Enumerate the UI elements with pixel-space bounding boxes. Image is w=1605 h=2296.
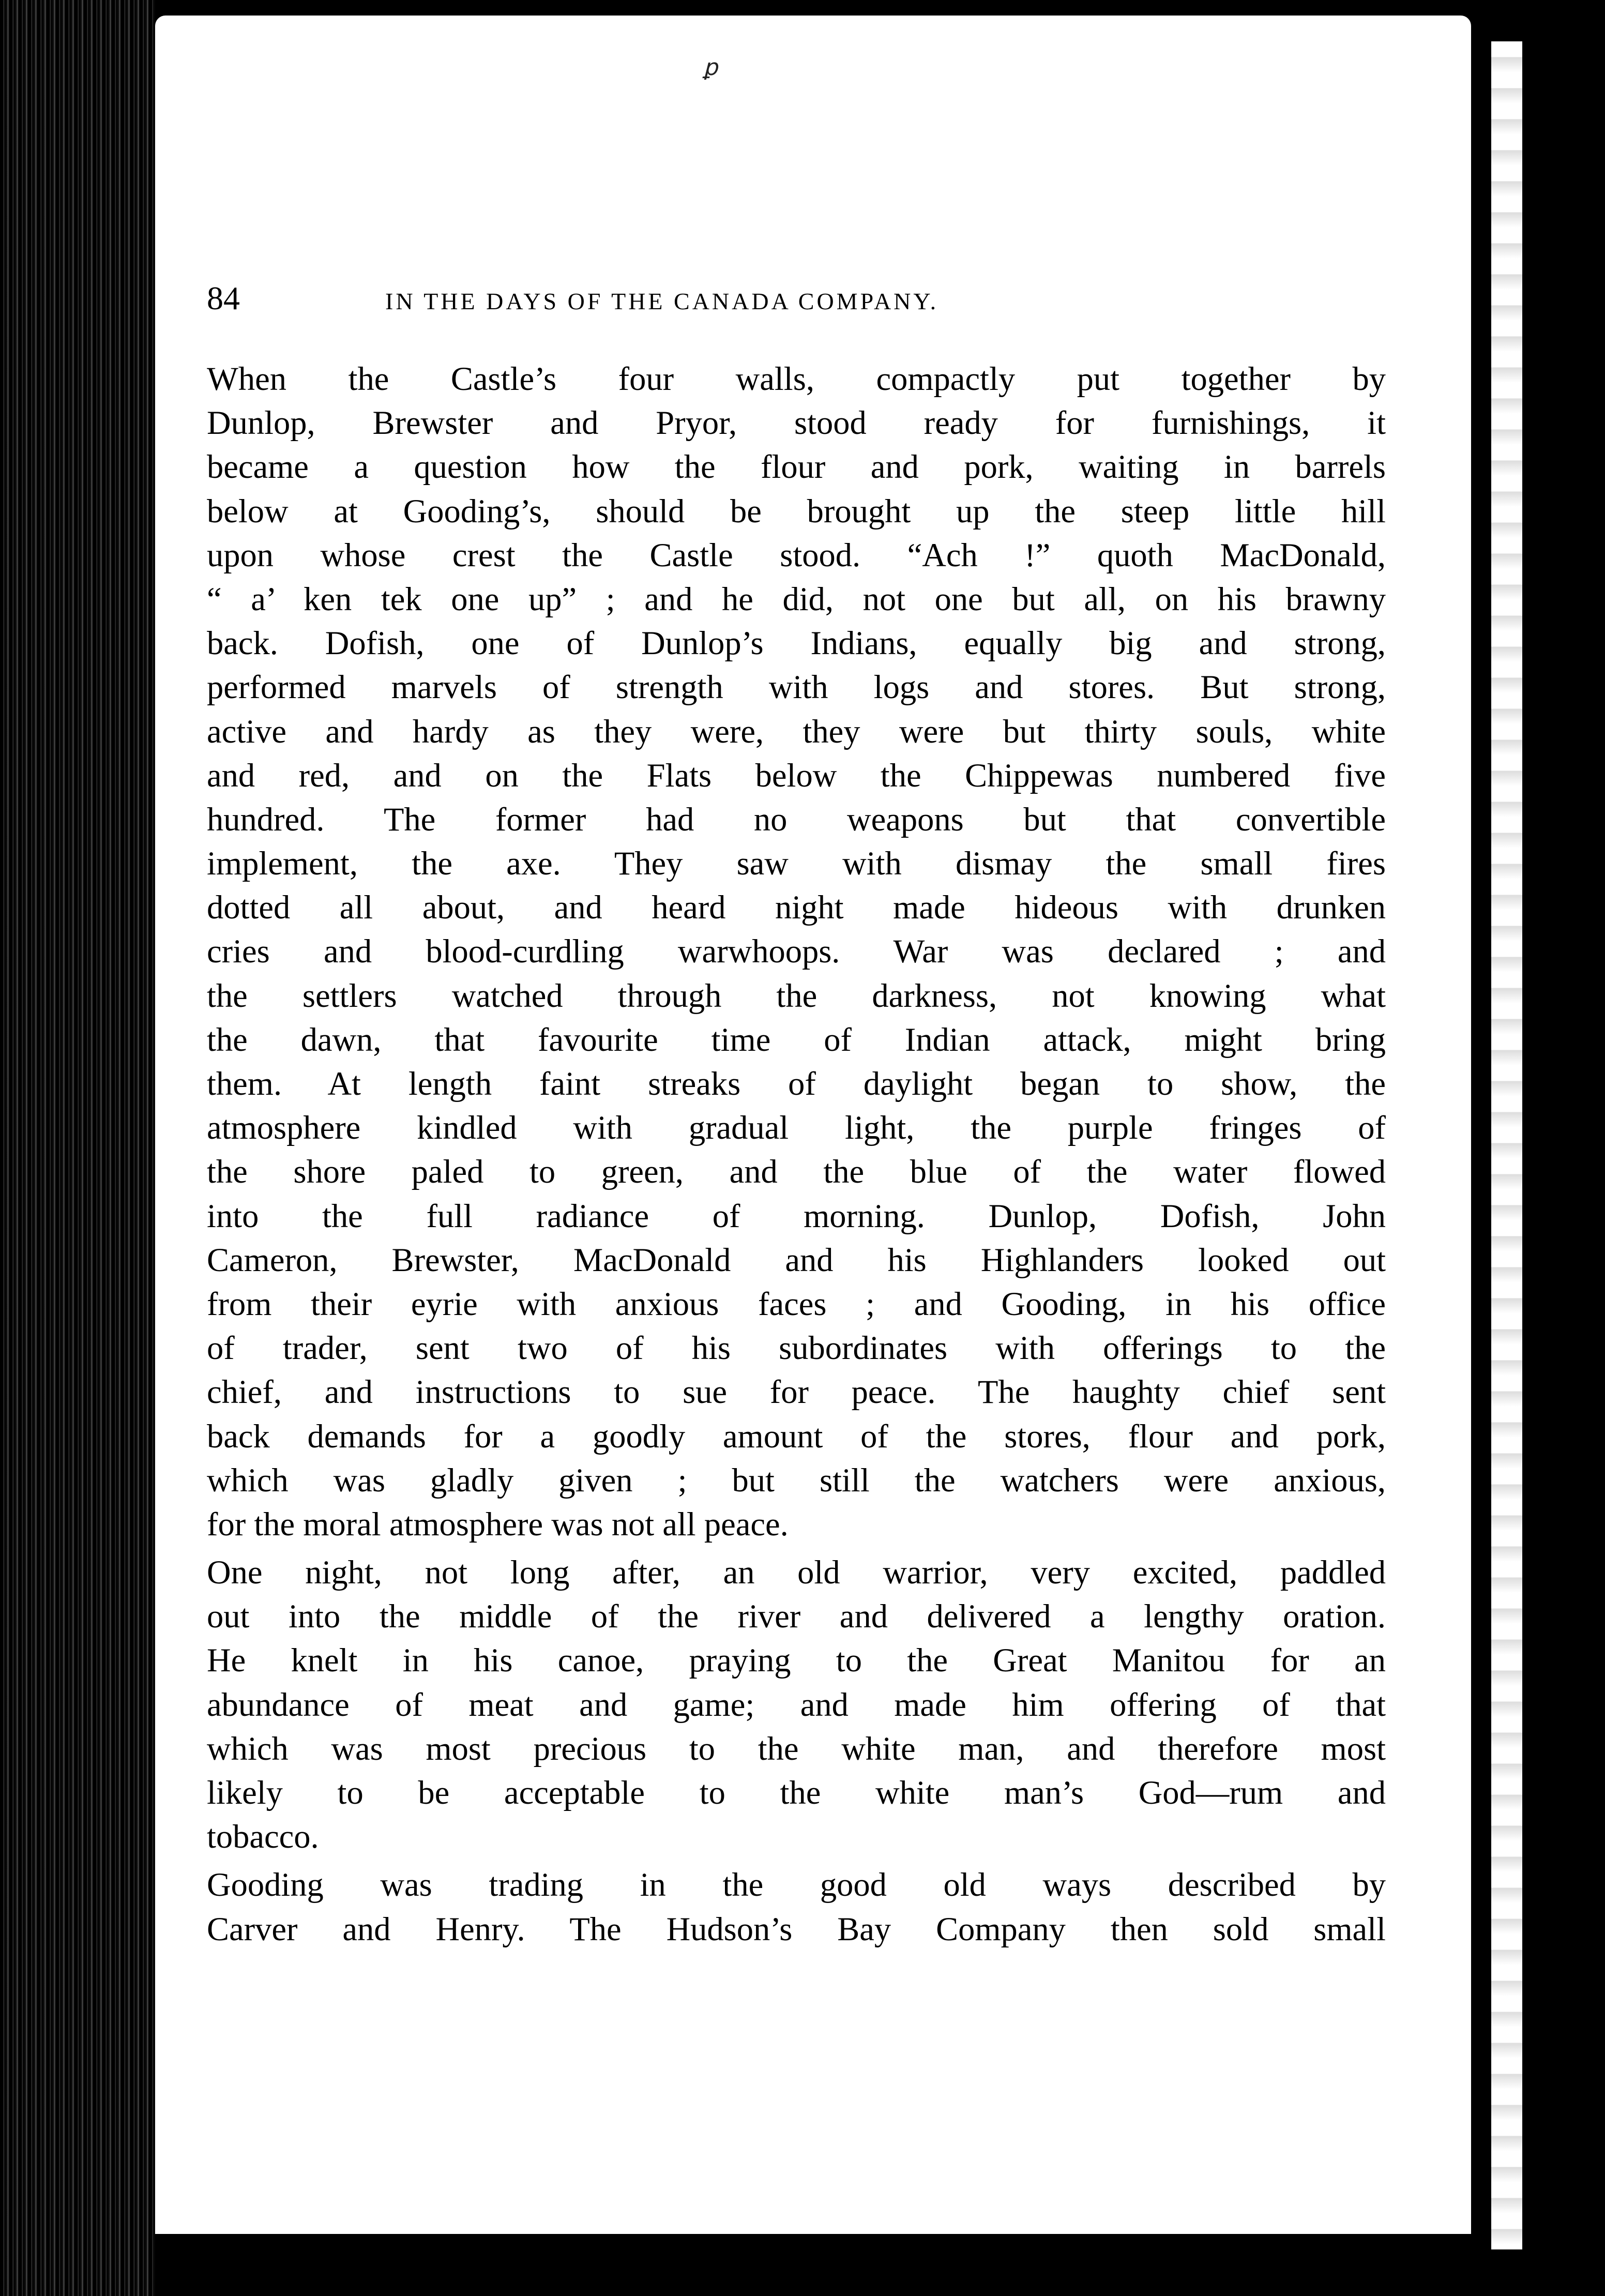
text-line: cries and blood-curdling warwhoops. War was declared ; and bbox=[207, 933, 1386, 970]
page-number: 84 bbox=[207, 280, 240, 316]
text-line: hundred. The former had no weapons but that convertible bbox=[207, 800, 1386, 838]
text-line: back demands for a goodly amount of the stores, flour and pork, bbox=[207, 1417, 1386, 1455]
text-line: He knelt in his canoe, praying to the Great Manitou for an bbox=[207, 1642, 1386, 1679]
text-line: performed marvels of strength with logs and stores. But strong, bbox=[207, 669, 1386, 706]
text-line: Cameron, Brewster, MacDonald and his Highlanders looked out bbox=[207, 1241, 1386, 1278]
text-line: implement, the axe. They saw with dismay the small fires bbox=[207, 845, 1386, 882]
text-line: Gooding was trading in the good old ways described by bbox=[207, 1866, 1386, 1904]
paragraph-3 bbox=[207, 1863, 1386, 1951]
text-line: which was most precious to the white man, and therefore most bbox=[207, 1730, 1386, 1767]
text-line: “ a’ ken tek one up” ; and he did, not one but all, on his brawny bbox=[207, 580, 1386, 617]
paragraph-2 bbox=[207, 1550, 1386, 1859]
text-line: Carver and Henry. The Hudson’s Bay Company then sold small bbox=[207, 1910, 1386, 1947]
text-line: back. Dofish, one of Dunlop’s Indians, equally big and strong, bbox=[207, 625, 1386, 662]
text-line: When the Castle’s four walls, compactly put together by bbox=[207, 360, 1386, 397]
body-text bbox=[207, 357, 1386, 1951]
text-line: below at Gooding’s, should be brought up the steep little hill bbox=[207, 492, 1386, 530]
text-line: became a question how the flour and pork, waiting in barrels bbox=[207, 448, 1386, 486]
text-line: active and hardy as they were, they were but thirty souls, white bbox=[207, 713, 1386, 750]
text-line: dotted all about, and heard night made hideous with drunken bbox=[207, 889, 1386, 926]
text-line: the dawn, that favourite time of Indian attack, might bring bbox=[207, 1021, 1386, 1058]
text-line: Dunlop, Brewster and Pryor, stood ready for furnishings, it bbox=[207, 404, 1386, 442]
running-title: IN THE DAYS OF THE CANADA COMPANY. bbox=[385, 288, 939, 314]
text-line: for the moral atmosphere was not all peace. bbox=[207, 1505, 789, 1543]
paragraph-1 bbox=[207, 357, 1386, 1546]
text-line: into the full radiance of morning. Dunlop, Dofish, John bbox=[207, 1197, 1386, 1234]
text-line: them. At length faint streaks of daylight began to show, the bbox=[207, 1065, 1386, 1102]
adjacent-page-strip bbox=[1491, 41, 1522, 2249]
text-line: the shore paled to green, and the blue of the water flowed bbox=[207, 1153, 1386, 1190]
text-line: of trader, sent two of his subordinates with offerings to the bbox=[207, 1330, 1386, 1367]
scan-left-edge bbox=[0, 0, 155, 2296]
text-line: out into the middle of the river and delivered a lengthy oration. bbox=[207, 1598, 1386, 1635]
text-line: the settlers watched through the darkness, not knowing what bbox=[207, 977, 1386, 1014]
text-line: chief, and instructions to sue for peace. The haughty chief sent bbox=[207, 1373, 1386, 1411]
scan-right-edge bbox=[1471, 0, 1605, 2296]
text-line: and red, and on the Flats below the Chippewas numbered five bbox=[207, 757, 1386, 794]
text-line: upon whose crest the Castle stood. “Ach !” quoth MacDonald, bbox=[207, 536, 1386, 573]
text-line: from their eyrie with anxious faces ; and Gooding, in his office bbox=[207, 1285, 1386, 1322]
text-line: abundance of meat and game; and made him offering of that bbox=[207, 1686, 1386, 1723]
text-line: One night, not long after, an old warrior, very excited, paddled bbox=[207, 1554, 1386, 1591]
running-head bbox=[207, 279, 1386, 331]
text-line: which was gladly given ; but still the watchers were anxious, bbox=[207, 1461, 1386, 1499]
text-line: likely to be acceptable to the white man’s God—rum and bbox=[207, 1774, 1386, 1811]
text-line: atmosphere kindled with gradual light, the purple fringes of bbox=[207, 1109, 1386, 1146]
text-line: tobacco. bbox=[207, 1818, 319, 1855]
marginal-mark: ꝑ bbox=[703, 55, 718, 80]
